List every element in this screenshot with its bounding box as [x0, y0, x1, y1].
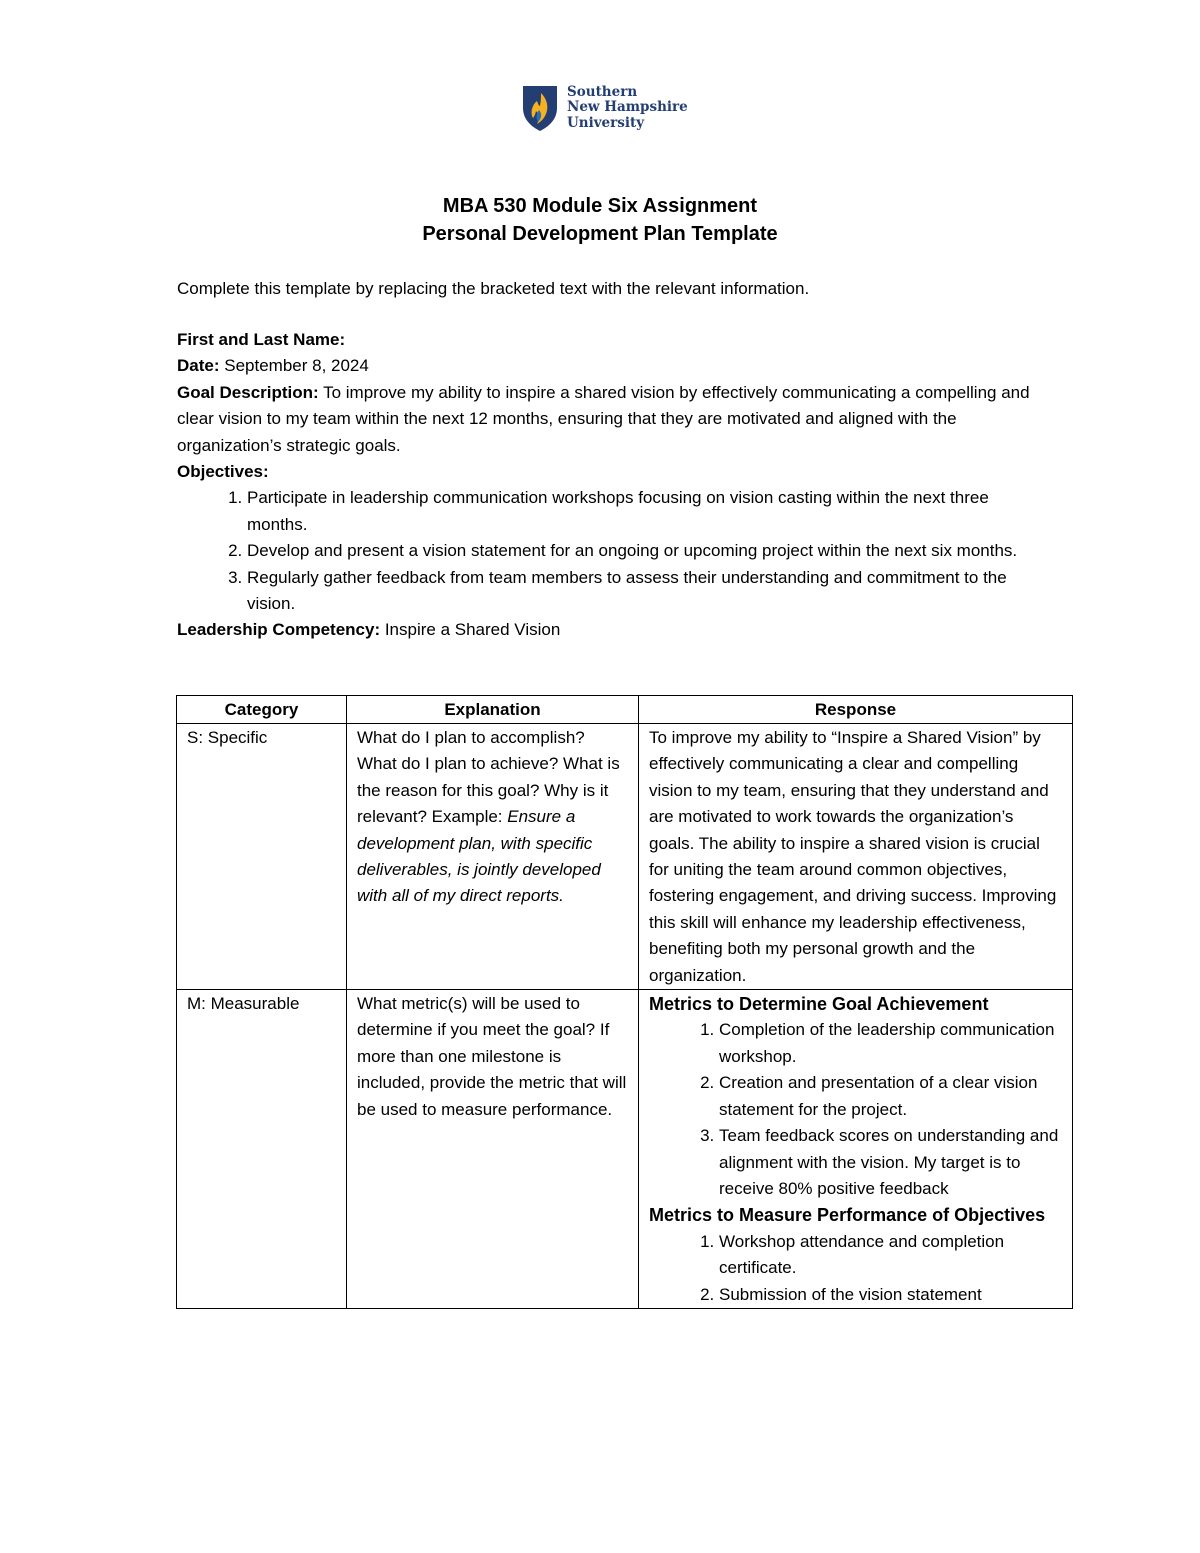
- page-subtitle: Personal Development Plan Template: [422, 223, 778, 245]
- category-cell: M: Measurable: [177, 990, 347, 1309]
- name-field: [177, 327, 1037, 353]
- goal-value: To improve my ability to inspire a shared vision by effectively communicating a compelling and clear vision to my team within the next 12 months, ensuring that they are motivated and aligned with the organization’s strategic goals.: [177, 382, 1030, 455]
- explanation-cell: [347, 724, 639, 990]
- instruction-text: Complete this template by replacing the bracketed text with the relevant information.: [177, 279, 810, 298]
- logo-line-2: New Hampshire: [567, 99, 688, 116]
- goal-metrics-list: [649, 1017, 1062, 1202]
- title-block: [0, 192, 1200, 248]
- objective-item: 2. Develop and present a vision statement for an ongoing or upcoming project within the next six months.: [247, 538, 1037, 564]
- objective-item: 3. Regularly gather feedback from team members to assess their understanding and commitment to the vision.: [247, 565, 1037, 618]
- page-title: MBA 530 Module Six Assignment: [442, 195, 758, 217]
- list-item: 2. Creation and presentation of a clear vision statement for the project.: [719, 1070, 1062, 1123]
- header-category: Category: [177, 696, 347, 724]
- list-item: 3. Team feedback scores on understanding and alignment with the vision. My target is to receive 80% positive feedback: [719, 1123, 1062, 1202]
- shield-flame-icon: [521, 84, 559, 132]
- metrics-heading-objectives: Metrics to Measure Performance of Objectives: [649, 1205, 1046, 1226]
- competency-label: Leadership Competency:: [177, 620, 381, 640]
- objectives-list: [177, 485, 1037, 617]
- date-field: [177, 353, 1037, 379]
- table-row-measurable: [177, 990, 1073, 1309]
- competency-field: [177, 617, 1037, 643]
- logo-line-1: Southern: [567, 83, 638, 100]
- date-label: Date:: [177, 356, 220, 376]
- objective-metrics-list: [649, 1229, 1062, 1308]
- example-text: Ensure a development plan, with specific deliverables, is jointly developed with all of my direct reports.: [357, 807, 601, 906]
- objectives-field: [177, 459, 1037, 485]
- plan-fields: [177, 327, 1037, 644]
- logo-wordmark: [567, 85, 688, 132]
- table-row-specific: [177, 724, 1073, 990]
- explanation-text: What do I plan to accomplish? What do I plan to achieve? What is the reason for this goal? Why is it relevant? Example:: [357, 728, 620, 827]
- table-header-row: [177, 696, 1073, 724]
- list-item: 1. Workshop attendance and completion certificate.: [719, 1229, 1062, 1282]
- explanation-cell: What metric(s) will be used to determine if you meet the goal? If more than one milestone is included, provide the metric that will be used to measure performance.: [347, 990, 639, 1309]
- list-item: 1. Completion of the leadership communication workshop.: [719, 1017, 1062, 1070]
- logo-line-3: University: [567, 114, 645, 131]
- metrics-heading-goal: Metrics to Determine Goal Achievement: [649, 994, 989, 1015]
- objective-item: 1. Participate in leadership communication workshops focusing on vision casting within the next three months.: [247, 485, 1037, 538]
- goal-label: Goal Description:: [177, 382, 319, 402]
- objectives-label: Objectives:: [177, 462, 269, 482]
- competency-value: Inspire a Shared Vision: [380, 620, 561, 640]
- header-response: Response: [639, 696, 1073, 724]
- response-cell: To improve my ability to “Inspire a Shared Vision” by effectively communicating a clear and compelling vision to my team, ensuring that they understand and are motivated to work towards the organization’s goals. The ability to inspire a shared vision is crucial for uniting the team around common objectives, fostering engagement, and driving success. Improving this skill will enhance my leadership effectiveness, benefiting both my personal growth and the organization.: [639, 724, 1073, 990]
- name-label: First and Last Name:: [177, 330, 346, 349]
- goal-field: [177, 380, 1037, 459]
- date-value: September 8, 2024: [219, 356, 369, 376]
- category-cell: S: Specific: [177, 724, 347, 990]
- header-explanation: Explanation: [347, 696, 639, 724]
- snhu-logo: [521, 84, 688, 132]
- smart-goal-table: [176, 695, 1073, 1309]
- response-cell: [639, 990, 1073, 1309]
- list-item: 2. Submission of the vision statement: [719, 1282, 1062, 1308]
